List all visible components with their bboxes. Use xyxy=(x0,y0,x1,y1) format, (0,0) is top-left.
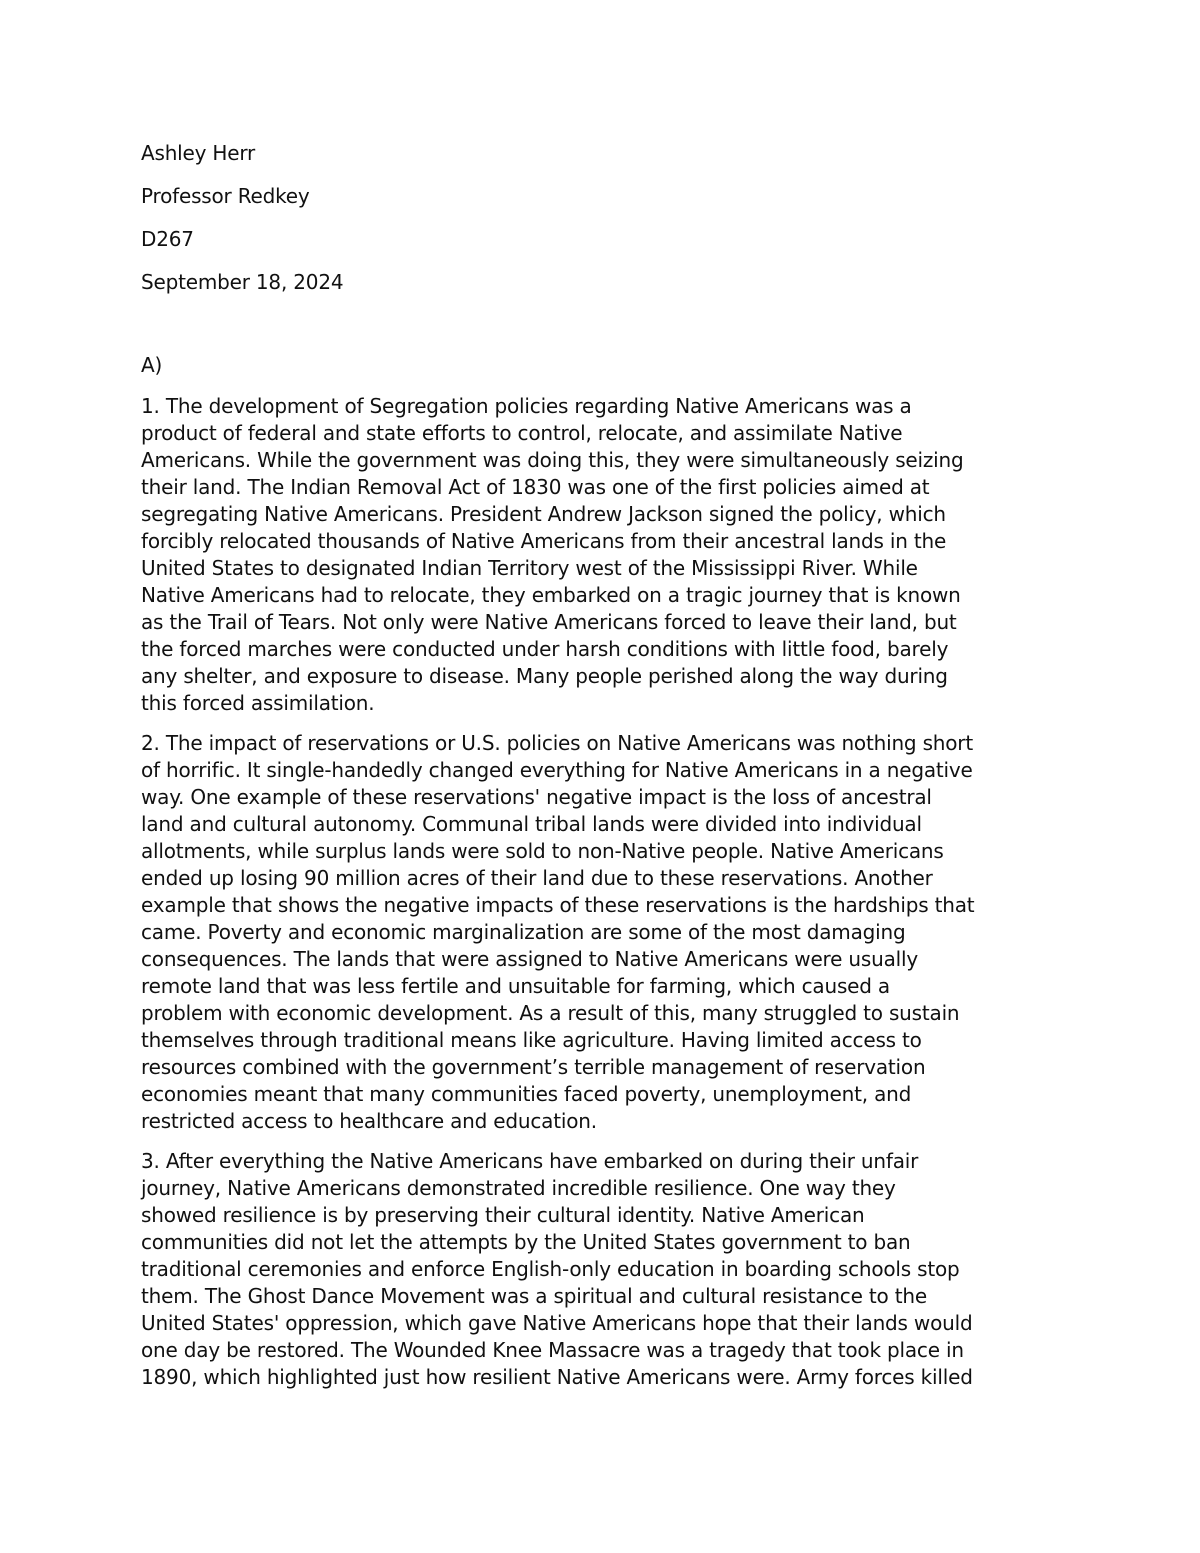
course-code: D267 xyxy=(141,227,194,251)
paragraph-3: 3. After everything the Native Americans have embarked on during their unfair journey, Native Americans demonstrated incredible resilience. One way they showed resilience is by preserving their cultural identity. Native American communities did not let the attempts by the United States government to ban traditional ceremonies and enforce English-only education in boarding schools stop them. The Ghost Dance Movement was a spiritual and cultural resistance to the United States' oppression, which gave Native Americans hope that their lands would one day be restored. The Wounded Knee Massacre was a tragedy that took place in 1890, which highlighted just how resilient Native Americans were. Army forces killed xyxy=(141,1149,973,1389)
document-body xyxy=(141,139,1081,1404)
document-date: September 18, 2024 xyxy=(141,270,344,294)
professor-name: Professor Redkey xyxy=(141,184,310,208)
paragraph-1: 1. The development of Segregation policies regarding Native Americans was a product of federal and state efforts to control, relocate, and assimilate Native Americans. While the government was doing this, they were simultaneously seizing their land. The Indian Removal Act of 1830 was one of the first policies aimed at segregating Native Americans. President Andrew Jackson signed the policy, which forcibly relocated thousands of Native Americans from their ancestral lands in the United States to designated Indian Territory west of the Mississippi River. While Native Americans had to relocate, they embarked on a tragic journey that is known as the Trail of Tears. Not only were Native Americans forced to leave their land, but the forced marches were conducted under harsh conditions with little food, barely any shelter, and exposure to disease. Many people perished along the way during this forced assimilation. xyxy=(141,394,964,715)
paragraph-2: 2. The impact of reservations or U.S. policies on Native Americans was nothing short of horrific. It single-handedly changed everything for Native Americans in a negative way. One example of these reservations' negative impact is the loss of ancestral land and cultural autonomy. Communal tribal lands were divided into individual allotments, while surplus lands were sold to non-Native people. Native Americans ended up losing 90 million acres of their land due to these reservations. Another example that shows the negative impacts of these reservations is the hardships that came. Poverty and economic marginalization are some of the most damaging consequences. The lands that were assigned to Native Americans were usually remote land that was less fertile and unsuitable for farming, which caused a problem with economic development. As a result of this, many struggled to sustain themselves through traditional means like agriculture. Having limited access to resources combined with the government’s terrible management of reservation economies meant that many communities faced poverty, unemployment, and restricted access to healthcare and education. xyxy=(141,731,975,1133)
section-label: A) xyxy=(141,353,163,377)
author-name: Ashley Herr xyxy=(141,141,256,165)
